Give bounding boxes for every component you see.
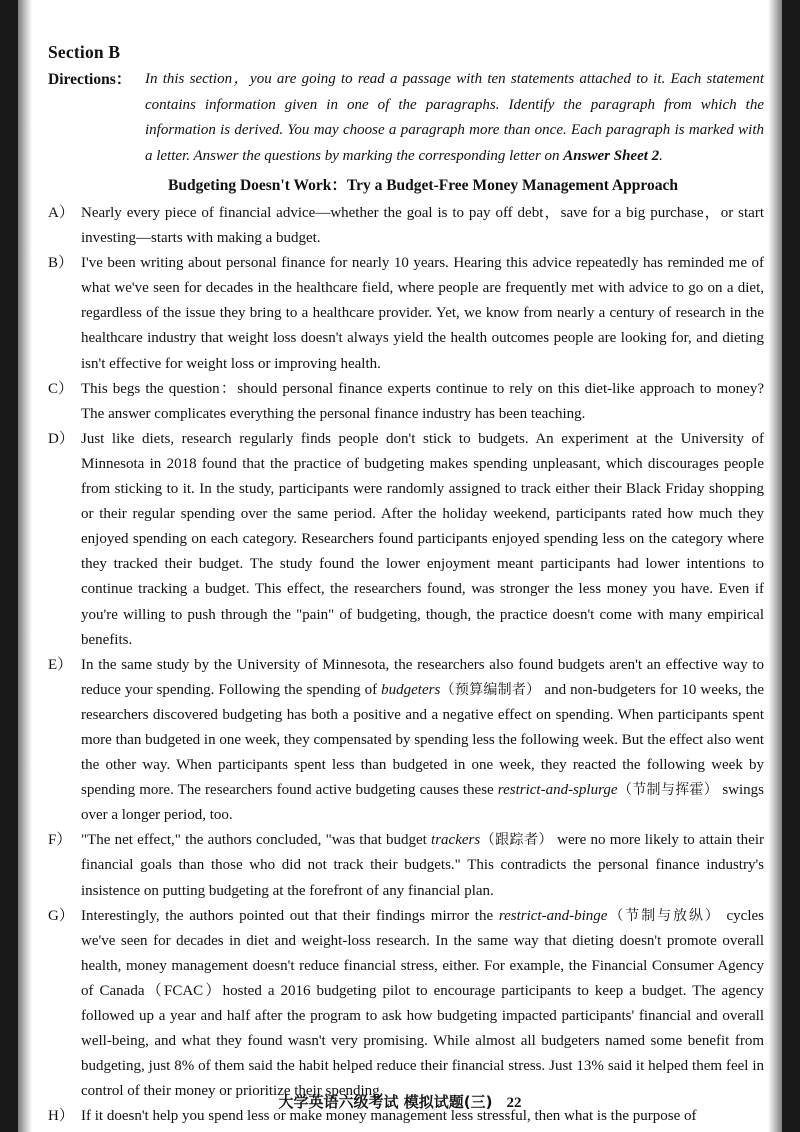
paragraph-d-text: Just like diets, research regularly finds people don't stick to budgets. An experiment at the University of Minnesota in 2018 found that the practice of budgeting makes spending unpleasant, which discourages people from sticking to it. In the study, participants were randomly assigned to track either their Black Friday shopping or their regular spending over the same period. After the holiday weekend, participants rated how much they enjoyed spending on each category. Researchers found participants enjoyed spending less on the category where they tracked their budget. The study found the lower enjoyment meant participants had lower intentions to continue tracking a budget. This effect, the researchers found, was stronger the less money you have. Even if you're willing to push through the "pain" of budgeting, though, the practice doesn't come with many empirical benefits.	[81, 430, 764, 648]
page-footer	[0, 1091, 800, 1114]
paragraph-g-label: G）	[48, 907, 74, 924]
footer-page-number: 22	[506, 1095, 522, 1111]
paragraph-h-label: H）	[48, 1108, 74, 1125]
paragraph-g-text	[81, 908, 764, 1100]
paragraph-d	[48, 427, 764, 653]
body-text-run: In the same study by the University of Minnesota, the researchers also found budgets aren't an effective way to reduce your spending. Following the spending of	[81, 656, 764, 698]
scan-gutter-right-fade	[768, 0, 782, 1132]
directions-block	[48, 67, 764, 169]
scan-gutter-left-fade	[18, 0, 32, 1132]
passage-title: Budgeting Doesn't Work：Try a Budget-Free Money Management Approach	[168, 177, 678, 194]
paragraph-d-label: D）	[48, 430, 74, 447]
body-text-run: "The net effect," the authors concluded, "was that budget	[81, 832, 432, 849]
directions-text-part2: .	[659, 147, 663, 164]
directions-text-part1: In this section，you are going to read a passage with ten statements attached to it. Each statement contains information given in one of the paragraphs. Identify the paragraph from which the information is derived. You may choose a paragraph more than once. Each paragraph is marked with a letter. Answer the questions by marking the corresponding letter on	[145, 71, 764, 164]
paragraph-c	[48, 377, 764, 427]
paragraph-e	[48, 653, 764, 829]
chinese-gloss: （跟踪者）	[480, 832, 553, 849]
section-heading: Section B	[48, 42, 121, 62]
italic-term: budgeters	[381, 681, 441, 698]
paragraph-b-label: B）	[48, 255, 74, 272]
paragraph-h-text: If it doesn't help you spend less or make money management less stressful, then what is the purpose of	[81, 1108, 697, 1125]
paragraph-a	[48, 201, 764, 251]
page-content	[48, 40, 764, 1129]
footer-exam-title: 大学英语六级考试 模拟试题(三)	[278, 1093, 493, 1111]
scan-gutter-right	[782, 0, 800, 1132]
chinese-gloss: （预算编制者）	[440, 681, 541, 698]
paragraph-f-label: F）	[48, 832, 72, 849]
italic-term: restrict-and-splurge	[497, 782, 618, 799]
paragraph-c-text: This begs the question：should personal finance experts continue to rely on this diet-like approach to money? The answer complicates everything the personal finance industry has been teaching.	[81, 380, 764, 422]
paragraph-c-label: C）	[48, 380, 74, 397]
body-text-run: swings over a longer period, too.	[81, 782, 764, 824]
directions-label: Directions：	[48, 71, 132, 88]
body-text-run: cycles we've seen for decades in diet and weight-loss research. In the same way that dieting doesn't promote overall health, money management doesn't reduce financial stress, either. For example, the Financial Consumer Agency of Canada（FCAC）hosted a 2016 budgeting pilot to encourage participants to keep a budget. The agency followed up a year and half after the program to ask how budgeting impacted participants' financial and overall well-being, and what they found wasn't very promising. While almost all budgeters named some benefit from budgeting, just 8% of them said the habit helped reduce their financial stress. Just 13% said it helped them feel in control of their money or prioritize their spending.	[81, 907, 765, 1100]
body-text-run: were no more likely to attain their financial goals than those who did not track their budgets." This contradicts the personal finance industry's insistence on putting budgeting at the forefront of any financial plan.	[81, 832, 764, 899]
paragraph-g	[48, 904, 764, 1105]
italic-term: trackers	[431, 832, 481, 849]
scan-gutter-left	[0, 0, 18, 1132]
paragraph-f-text	[81, 832, 764, 898]
chinese-gloss: （节制与挥霍）	[617, 782, 719, 799]
paragraph-f	[48, 828, 764, 903]
paragraph-b-text: I've been writing about personal finance for nearly 10 years. Hearing this advice repeatedly has reminded me of what we've seen for decades in the healthcare field, where people are frequently met with advice to go on a diet, regardless of the issue they bring to a healthcare provider. Yet, we know from nearly a century of research in the healthcare industry that weight loss doesn't always yield the health outcomes people are looking for, and dieting isn't effective for weight loss or improving health.	[81, 255, 764, 372]
body-text-run: and non-budgeters for 10 weeks, the researchers discovered budgeting has both a positive and a negative effect on spending. When participants spent more than budgeted in one week, they compensated by spending less the following week. But the effect also went the other way. When participants spent less than budgeted in one week, they reacted the following week by spending more. The researchers found active budgeting causes these	[81, 681, 764, 799]
paragraph-e-text	[81, 657, 764, 824]
answer-sheet-reference: Answer Sheet 2	[563, 147, 660, 164]
paragraph-e-label: E）	[48, 656, 73, 673]
paragraph-a-label: A）	[48, 205, 74, 221]
directions-text	[145, 67, 764, 169]
paragraph-a-text: Nearly every piece of financial advice—whether the goal is to pay off debt，save for a big purchase，or start investing—starts with making a budget.	[81, 205, 764, 247]
chinese-gloss: （节制与放纵）	[607, 907, 721, 924]
body-text-run: Interestingly, the authors pointed out that their findings mirror the	[81, 907, 499, 924]
italic-term: restrict-and-binge	[498, 907, 608, 924]
paragraph-b	[48, 251, 764, 376]
